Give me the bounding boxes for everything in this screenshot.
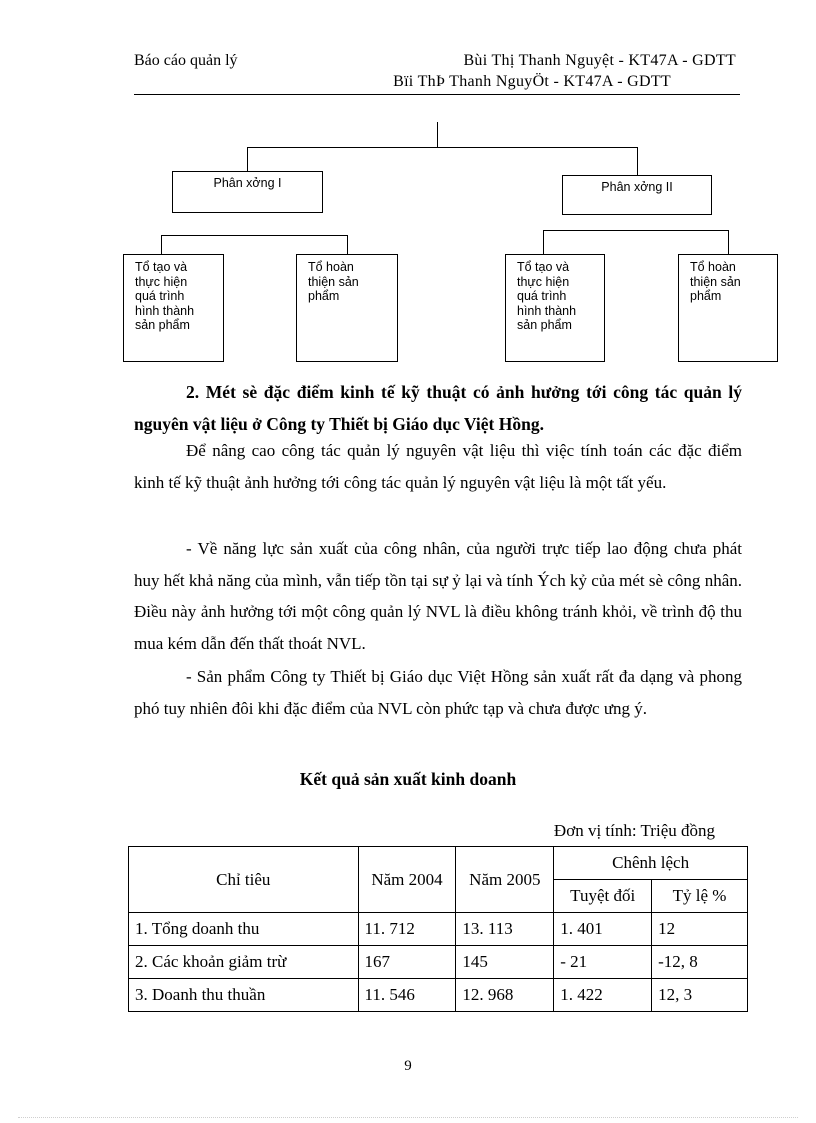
table-cell: 11. 712 xyxy=(358,913,456,946)
table-cell: - 21 xyxy=(554,946,652,979)
box-line: phẩm xyxy=(308,289,340,303)
box-line: phẩm xyxy=(690,289,722,303)
box-line: quá trình xyxy=(135,289,185,303)
header-percent: Tỷ lệ % xyxy=(652,880,748,913)
header-left: Báo cáo quản lý xyxy=(134,52,238,69)
paragraph xyxy=(134,435,742,498)
team-production-box-2 xyxy=(505,254,605,362)
connector xyxy=(161,235,348,236)
header-author: Bùi Thị Thanh Nguyệt - KT47A - GDTT xyxy=(463,52,736,69)
results-table xyxy=(128,846,748,1012)
connector xyxy=(347,235,348,255)
box-line: sản phẩm xyxy=(517,318,572,332)
table-unit: Đơn vị tính: Triệu đồng xyxy=(553,821,715,840)
table-cell: 12 xyxy=(652,913,748,946)
table-row xyxy=(129,913,748,946)
paragraph xyxy=(134,533,742,659)
table-row xyxy=(129,979,748,1012)
org-chart xyxy=(0,0,816,380)
box-line: quá trình xyxy=(517,289,567,303)
box-line: thiện sản xyxy=(690,274,741,289)
table-cell: 13. 113 xyxy=(456,913,554,946)
connector xyxy=(161,235,162,255)
connector xyxy=(543,230,729,231)
connector xyxy=(728,230,729,254)
table-cell: 2. Các khoản giảm trừ xyxy=(129,946,359,979)
table-cell: -12, 8 xyxy=(652,946,748,979)
workshop-1-box: Phân xởng I xyxy=(172,171,323,213)
header-2004: Năm 2004 xyxy=(358,847,456,913)
paragraph-text: - Sản phẩm Công ty Thiết bị Giáo dục Việt Hồng sản xuất rất đa dạng và phong phó tuy nhiên đôi khi đặc điểm của NVL còn phức tạp và chưa được ưng ý. xyxy=(134,667,742,718)
team-finishing-box-1 xyxy=(296,254,398,362)
header-author-garbled: Bïi ThÞ Thanh NguyÖt - KT47A - GDTT xyxy=(393,73,671,90)
team-finishing-box-2 xyxy=(678,254,778,362)
table-cell: 12, 3 xyxy=(652,979,748,1012)
table-cell: 1. 422 xyxy=(554,979,652,1012)
box-line: Tổ tạo và xyxy=(135,260,188,274)
box-line: Tổ hoàn xyxy=(690,260,736,274)
table-cell: 167 xyxy=(358,946,456,979)
connector xyxy=(247,147,638,148)
connector xyxy=(247,147,248,172)
header-difference: Chênh lệch xyxy=(554,847,748,880)
paragraph-text: - Về năng lực sản xuất của công nhân, của người trực tiếp lao động chưa phát huy hết khả năng của mình, vẫn tiếp tồn tại sự ỷ lại và tính Ých kỷ của mét sè công nhân. Điều này ảnh hưởng tới một công quản lý NVL là điều không tránh khỏi, về trình độ thu mua kém dẫn đến thất thoát NVL. xyxy=(134,539,742,653)
paragraph-text: Để nâng cao công tác quản lý nguyên vật liệu thì việc tính toán các đặc điểm kinh tế kỹ thuật ảnh hưởng tới công tác quản lý nguyên vật liệu là một tất yếu. xyxy=(134,441,742,492)
connector xyxy=(543,230,544,254)
header-2005: Năm 2005 xyxy=(456,847,554,913)
paragraph xyxy=(134,661,742,724)
box-line: hình thành xyxy=(517,303,577,318)
page-number: 9 xyxy=(404,1058,412,1074)
box-line: Tổ hoàn xyxy=(308,260,354,274)
box-line: sản phẩm xyxy=(135,318,190,332)
table-row xyxy=(129,946,748,979)
box-line: thiện sản xyxy=(308,274,359,289)
header-indicator: Chỉ tiêu xyxy=(129,847,359,913)
box-line: thực hiện xyxy=(135,274,188,289)
page-bottom-edge xyxy=(18,1117,798,1118)
table-cell: 12. 968 xyxy=(456,979,554,1012)
box-line: thực hiện xyxy=(517,274,570,289)
connector xyxy=(437,122,438,147)
box-line: hình thành xyxy=(135,303,195,318)
table-title: Kết quả sản xuất kinh doanh xyxy=(299,769,517,789)
table-cell: 1. 401 xyxy=(554,913,652,946)
connector xyxy=(637,147,638,175)
team-production-box-1 xyxy=(123,254,224,362)
table-cell: 145 xyxy=(456,946,554,979)
workshop-2-box: Phân xởng II xyxy=(562,175,712,215)
table-cell: 11. 546 xyxy=(358,979,456,1012)
header-absolute: Tuyệt đối xyxy=(554,880,652,913)
table-cell: 1. Tổng doanh thu xyxy=(129,913,359,946)
box-line: Tổ tạo và xyxy=(517,260,570,274)
section-heading: 2. Mét sè đặc điểm kinh tế kỹ thuật có ảnh hưởng tới công tác quản lý nguyên vật liệu ở Công ty Thiết bị Giáo dục Việt Hồng. xyxy=(134,382,742,434)
table-cell: 3. Doanh thu thuần xyxy=(129,979,359,1012)
